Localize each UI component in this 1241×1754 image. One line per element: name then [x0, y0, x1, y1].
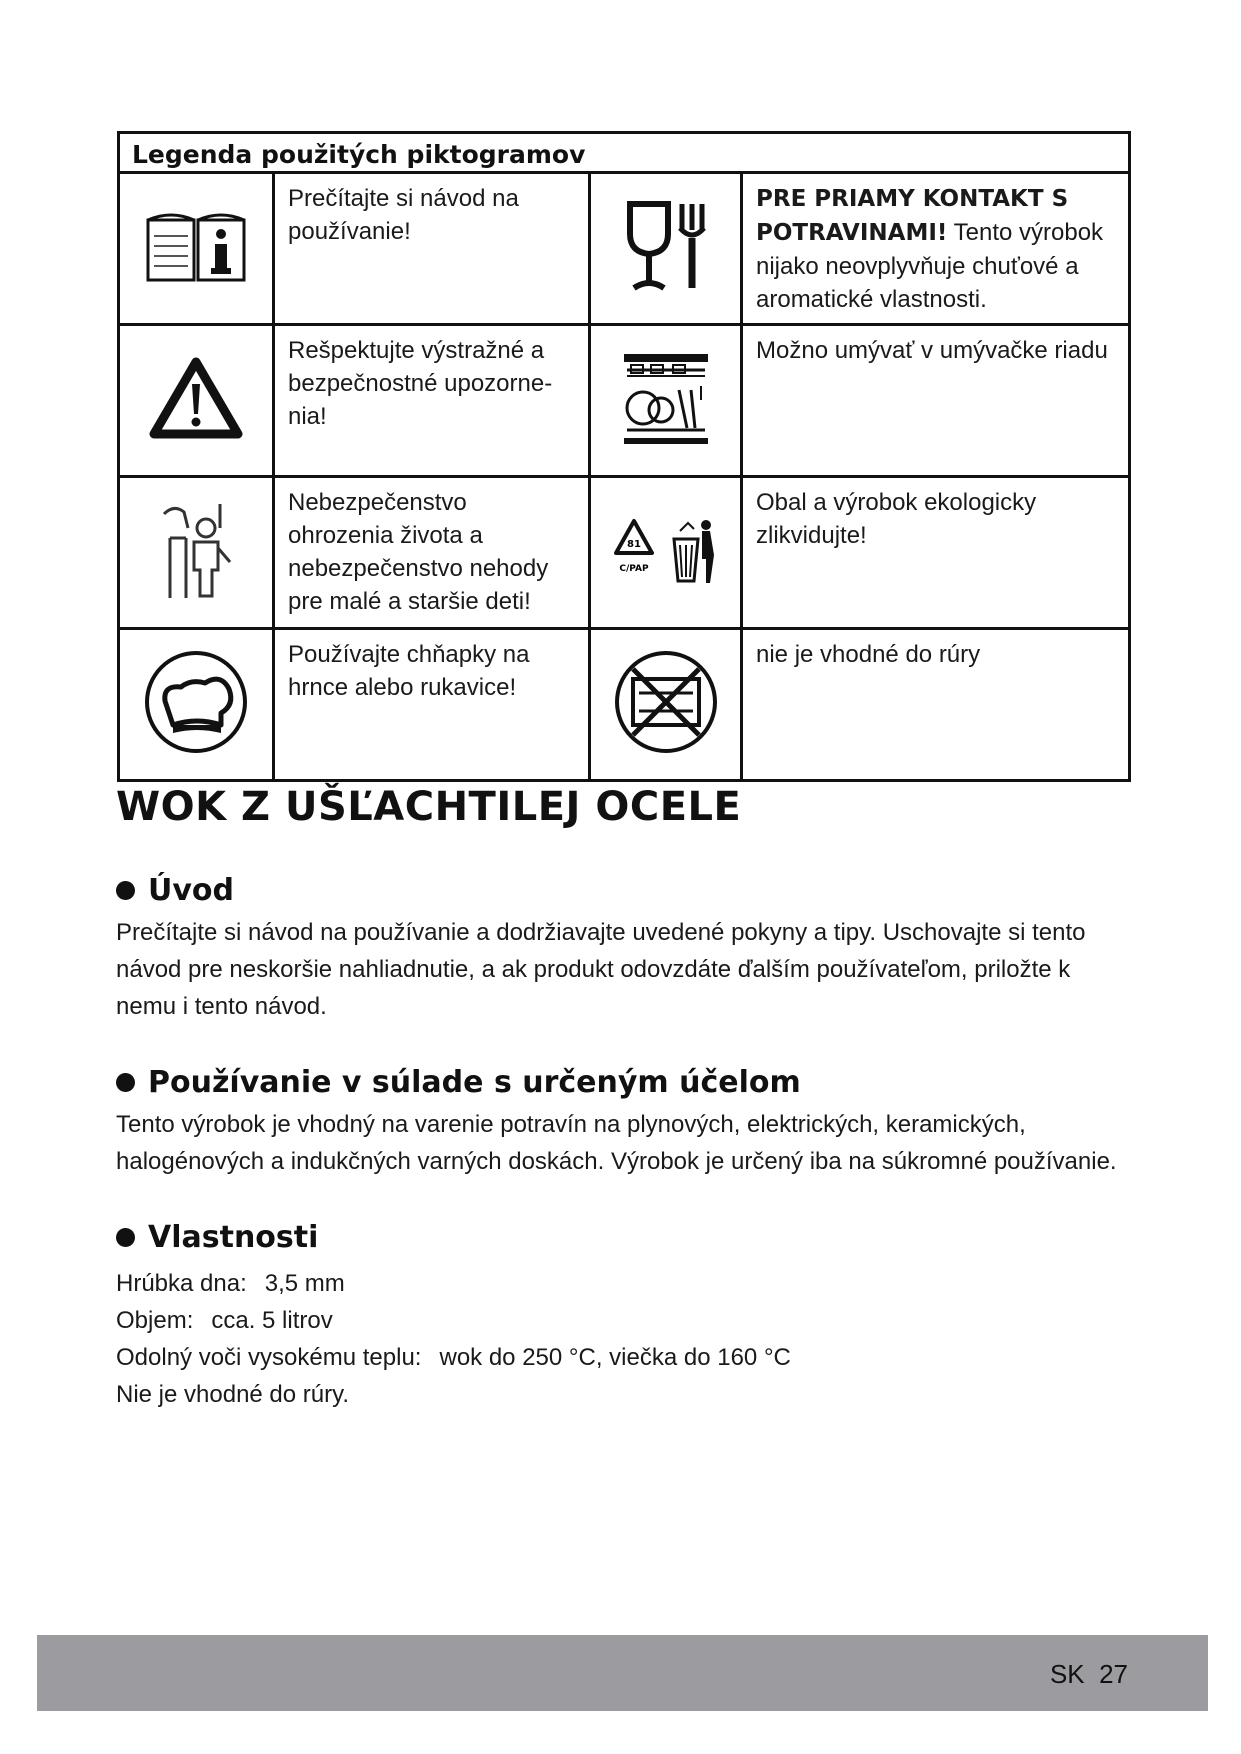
oven-mitt-icon: [143, 649, 249, 755]
legend-header: Legenda použitých piktogramov: [119, 133, 1130, 173]
dishwasher-icon: [621, 350, 711, 446]
usage-heading: [116, 1065, 801, 1100]
recycling-disposal-icon: [610, 515, 722, 585]
property-value: cca. 5 litrov: [211, 1307, 333, 1334]
properties-list: [116, 1265, 791, 1413]
property-row: [116, 1339, 791, 1376]
bullet-icon: [116, 881, 135, 900]
warning-triangle-icon: [148, 356, 244, 440]
legend-icon-cell: [590, 325, 742, 477]
legend-text-dishwasher: Možno umývať v umývačke riadu: [742, 325, 1130, 477]
property-note: Nie je vhodné do rúry.: [116, 1381, 350, 1408]
pictogram-legend-table: [117, 131, 1131, 782]
bullet-icon: [116, 1228, 135, 1247]
intro-heading: [116, 873, 234, 908]
legend-icon-cell: [590, 477, 742, 629]
legend-icon-cell: [119, 325, 274, 477]
food-contact-text: Tento výrobok nijako neovplyvňuje chuťové a aromatické vlastnosti.: [756, 219, 1104, 313]
legend-icon-cell: [119, 477, 274, 629]
recycle-code: 81: [626, 539, 641, 550]
property-label: Hrúbka dna:: [116, 1270, 247, 1297]
legend-text-oven-mitt: Používajte chňapky na hrnce alebo rukavice!: [274, 629, 590, 781]
property-value: wok do 250 °C, viečka do 160 °C: [439, 1344, 791, 1371]
property-label: Objem:: [116, 1307, 194, 1334]
footer-bar: [37, 1635, 1208, 1711]
page-number: SK 27: [1049, 1659, 1128, 1689]
legend-icon-cell: [590, 629, 742, 781]
legend-text-warnings: Rešpektujte výstražné a bezpečnostné upozorne-nia!: [274, 325, 590, 477]
property-label: Odolný voči vysokému teplu:: [116, 1344, 422, 1371]
property-row: [116, 1265, 791, 1302]
properties-heading-text: Vlastnosti: [148, 1220, 319, 1255]
book-info-icon: [144, 206, 248, 286]
legend-icon-cell: [590, 173, 742, 325]
page-title: WOK Z UŠĽACHTILEJ OCELE: [116, 784, 742, 830]
no-oven-icon: [613, 649, 719, 755]
property-row: [116, 1302, 791, 1339]
recycle-label: C/PAP: [618, 564, 649, 574]
food-safe-icon: [624, 198, 708, 294]
property-value: 3,5 mm: [264, 1270, 345, 1297]
legend-text-read-manual: Prečítajte si návod na používanie!: [274, 173, 590, 325]
legend-text-recycling: Obal a výrobok ekologicky zlikvidujte!: [742, 477, 1130, 629]
legend-text-food-contact: [742, 173, 1130, 325]
bullet-icon: [116, 1073, 135, 1092]
legend-icon-cell: [119, 629, 274, 781]
usage-paragraph: Tento výrobok je vhodný na varenie potravín na plynových, elektrických, keramických, halogénových a indukčných varných doskách. Výrobok je určený iba na súkromné používanie.: [116, 1111, 1117, 1175]
intro-heading-text: Úvod: [148, 873, 235, 908]
food-contact-bold: PRE PRIAMY KONTAKT S POTRAVINAMI!: [756, 186, 1069, 246]
legend-text-no-oven: nie je vhodné do rúry: [742, 629, 1130, 781]
usage-heading-text: Používanie v súlade s určeným účelom: [148, 1065, 801, 1100]
legend-icon-cell: [119, 173, 274, 325]
properties-heading: [116, 1220, 318, 1255]
intro-paragraph: Prečítajte si návod na používanie a dodržiavajte uvedené pokyny a tipy. Uschovajte si tento návod pre neskoršie nahliadnutie, a ak produkt odovzdáte ďalším používateľom, priložte k nemu i tento návod.: [116, 919, 1086, 1020]
legend-text-child-danger: Nebezpečenstvo ohrozenia života a nebezpečenstvo nehody pre malé a staršie deti!: [274, 477, 590, 629]
child-danger-icon: [154, 498, 238, 602]
